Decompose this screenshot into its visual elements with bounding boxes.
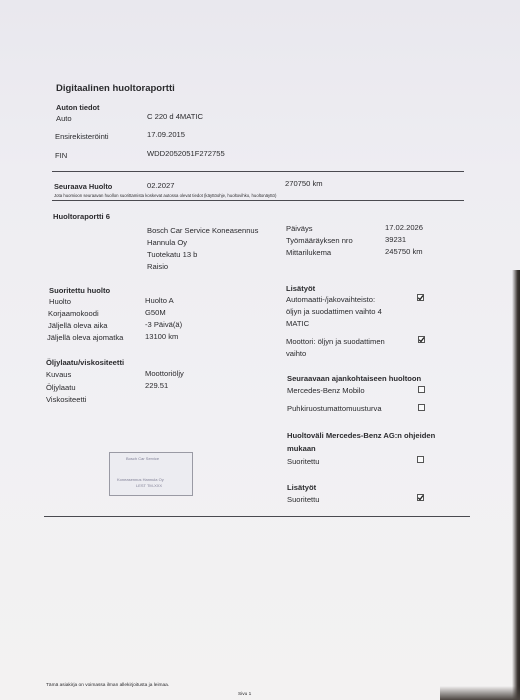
- extra-work2-status: Suoritettu: [287, 495, 320, 504]
- performed-value-distance: 13100 km: [145, 332, 179, 341]
- extra-work-item2-line1: Moottori: öljyn ja suodattimen: [286, 337, 385, 346]
- footer-note: Tämä asiakirja on voimassa ilman allekirjoitusta ja leimaa.: [46, 683, 170, 688]
- report-title: Digitaalinen huoltoraportti: [56, 83, 175, 94]
- extra-work-item1-line2: öljyn ja suodattimen vaihto 4: [286, 307, 382, 316]
- performed-section-title: Suoritettu huolto: [49, 286, 111, 295]
- oil-label-grade: Öljylaatu: [46, 383, 76, 392]
- vehicle-value-fin: WDD2052051F272755: [147, 149, 225, 158]
- performed-value-time: -3 Päivä(ä): [145, 320, 183, 329]
- mobilo-checkbox[interactable]: [418, 386, 425, 393]
- vehicle-label-registration: Ensirekisteröinti: [55, 132, 109, 141]
- extra-work2-checkbox[interactable]: [417, 494, 424, 501]
- page-edge-shadow: [512, 270, 520, 700]
- work-order-value: 39231: [385, 235, 407, 244]
- extra-work-item1-line3: MATIC: [286, 319, 310, 328]
- bleed-through-text: [120, 30, 124, 44]
- extra-work-item2-line2: vaihto: [286, 349, 307, 358]
- performed-label-service: Huolto: [49, 297, 71, 306]
- vehicle-value-registration: 17.09.2015: [147, 130, 186, 139]
- divider: [52, 200, 464, 201]
- report-section-title: Huoltoraportti 6: [53, 212, 110, 221]
- stamp-line1: Bosch Car Service: [126, 456, 160, 461]
- work-order-label: Työmääräyksen nro: [286, 236, 353, 245]
- performed-label-code: Korjaamokoodi: [48, 309, 99, 318]
- rust-guarantee-checkbox[interactable]: [418, 404, 425, 411]
- next-periodic-title-line2: Mercedes-Benz Mobilo: [287, 386, 365, 395]
- performed-value-code: G50M: [145, 308, 166, 317]
- checkmark-icon: [417, 494, 424, 501]
- extra-work-item1-checkbox[interactable]: [417, 294, 424, 301]
- divider: [52, 171, 464, 172]
- stamp-line2: Koneasennus Hannula Oy: [117, 477, 164, 482]
- workshop-stamp: [109, 452, 193, 496]
- oil-value-grade: 229.51: [145, 381, 169, 390]
- next-periodic-title-line1: Seuraavaan ajankohtaiseen huoltoon: [287, 374, 422, 383]
- vehicle-value-auto: C 220 d 4MATIC: [147, 112, 203, 121]
- mb-interval-title-line1: Huoltoväli Mercedes-Benz AG:n ohjeiden: [287, 431, 436, 440]
- workshop-company: Hannula Oy: [147, 238, 188, 247]
- extra-work2-section-title: Lisätyöt: [287, 483, 317, 492]
- mb-interval-status: Suoritettu: [287, 457, 320, 466]
- vehicle-section-title: Auton tiedot: [56, 103, 100, 112]
- oil-label-viscosity: Viskositeetti: [46, 395, 87, 404]
- oil-label-description: Kuvaus: [46, 370, 72, 379]
- divider: [44, 516, 470, 517]
- extra-work-item2-checkbox[interactable]: [418, 336, 425, 343]
- vehicle-label-auto: Auto: [56, 114, 72, 123]
- page-edge-shadow: [440, 686, 520, 700]
- oil-section-title: Öljylaatu/viskositeetti: [46, 358, 125, 367]
- report-date-value: 17.02.2026: [385, 223, 424, 232]
- performed-label-distance: Jäljellä oleva ajomatka: [47, 333, 124, 342]
- workshop-street: Tuotekatu 13 b: [147, 250, 198, 259]
- report-date-label: Päiväys: [286, 224, 313, 233]
- next-service-date: 02.2027: [147, 181, 175, 190]
- extra-work-section-title: Lisätyöt: [286, 284, 316, 293]
- extra-work-item1-line1: Automaatti-/jakovaihteisto:: [286, 295, 376, 304]
- mb-interval-checkbox[interactable]: [417, 456, 424, 463]
- rust-guarantee-label: Puhkiruostumattomuusturva: [287, 404, 382, 413]
- vehicle-label-fin: FIN: [55, 151, 68, 160]
- odometer-value: 245750 km: [385, 247, 423, 256]
- checkmark-icon: [417, 294, 424, 301]
- next-service-note: Jota huomioon seuraavan huollon suorittamista koskevat autossa olevat tiedot (käyttöohje, huoltovihko, huoltonäyttö): [54, 193, 277, 198]
- page-number: Sivu 1: [238, 692, 252, 697]
- workshop-name: Bosch Car Service Koneasennus: [147, 226, 259, 235]
- checkmark-icon: [418, 336, 425, 343]
- performed-label-time: Jäljellä oleva aika: [48, 321, 108, 330]
- next-service-label: Seuraava Huolto: [54, 182, 113, 191]
- odometer-label: Mittarilukema: [286, 248, 332, 257]
- performed-value-service: Huolto A: [145, 296, 174, 305]
- next-service-km: 270750 km: [285, 179, 323, 188]
- workshop-city: Raisio: [147, 262, 169, 271]
- stamp-line3: LEST TM-XXX: [136, 483, 163, 488]
- oil-value-description: Moottoriöljy: [145, 369, 184, 378]
- mb-interval-title-line2: mukaan: [287, 444, 316, 453]
